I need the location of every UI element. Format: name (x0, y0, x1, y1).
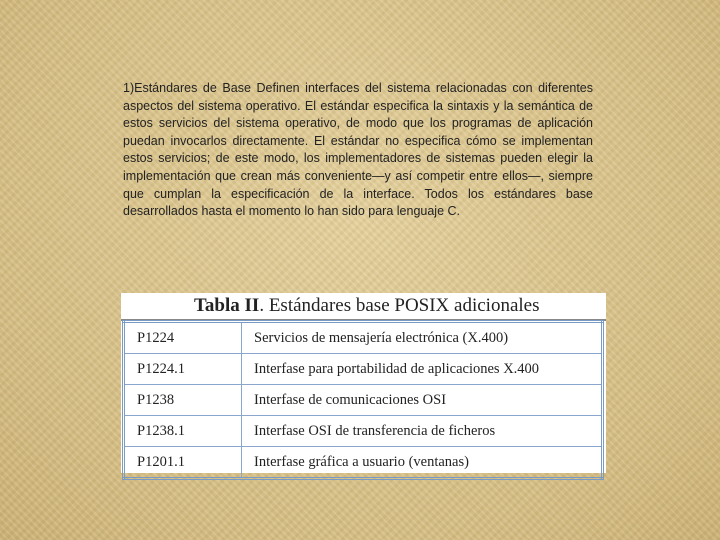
standard-description: Interfase de comunicaciones OSI (242, 385, 603, 416)
table-row (124, 385, 603, 416)
table-row (124, 322, 603, 354)
table-row (124, 354, 603, 385)
standard-code: P1224 (124, 322, 242, 354)
standard-description: Interfase para portabilidad de aplicaciones X.400 (242, 354, 603, 385)
table-row (124, 416, 603, 447)
table-title-prefix: Tabla II (194, 295, 260, 316)
posix-table-figure (121, 293, 606, 473)
standard-description: Interfase OSI de transferencia de ficheros (242, 416, 603, 447)
standard-code: P1238.1 (124, 416, 242, 447)
standard-code: P1224.1 (124, 354, 242, 385)
standard-description: Interfase gráfica a usuario (ventanas) (242, 447, 603, 479)
posix-standards-table (122, 320, 604, 480)
table-row (124, 447, 603, 479)
standard-code: P1238 (124, 385, 242, 416)
body-paragraph: 1)Estándares de Base Definen interfaces del sistema relacionadas con diferentes aspectos del sistema operativo. El estándar especifica la sintaxis y la semántica de estos servicios del sistema operativo, de modo que los programas de aplicación puedan invocarlos directamente. El estándar no especifica cómo se implementan estos servicios; de este modo, los implementadores de sistemas pueden elegir la implementación que crean más conveniente—y así competir entre ellos—, siempre que cumplan la especificación de la interface. Todos los estándares base desarrollados hasta el momento lo han sido para lenguaje C. (123, 81, 593, 219)
table-title-rest: . Estándares base POSIX adicionales (259, 295, 540, 316)
standard-code: P1201.1 (124, 447, 242, 479)
standard-description: Servicios de mensajería electrónica (X.400) (242, 322, 603, 354)
table-title (194, 293, 540, 319)
